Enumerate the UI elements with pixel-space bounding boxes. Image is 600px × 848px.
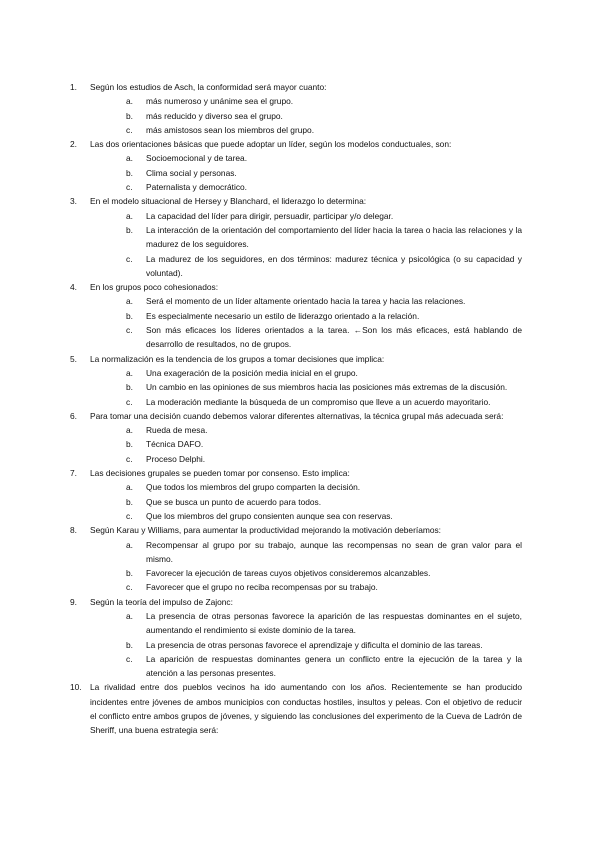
answer-option: [90, 566, 522, 580]
answer-option: [90, 209, 522, 223]
answer-option: [90, 609, 522, 638]
option-letter: b.: [126, 382, 133, 393]
option-letter: c.: [126, 182, 133, 193]
option-letter: c.: [126, 510, 133, 521]
question-number: 4.: [70, 282, 77, 293]
answer-option: [90, 166, 522, 180]
question-list: [70, 80, 522, 738]
question-item: [70, 194, 522, 280]
option-letter: b.: [126, 167, 133, 178]
option-text: Favorecer que el grupo no reciba recompensas por su trabajo.: [146, 582, 378, 593]
answer-option: [90, 151, 522, 165]
option-letter: b.: [126, 568, 133, 579]
option-text: Recompensar al grupo por su trabajo, aunque las recompensas no sean de gran valor para el mismo.: [146, 539, 522, 564]
option-letter: a.: [126, 367, 133, 378]
question-text: Las decisiones grupales se pueden tomar por consenso. Esto implica:: [90, 468, 350, 479]
question-item: [70, 80, 522, 137]
answer-option: [90, 495, 522, 509]
option-letter: a.: [126, 539, 133, 550]
answer-option: [90, 123, 522, 137]
answer-option: [90, 395, 522, 409]
option-letter: b.: [126, 496, 133, 507]
question-item: [70, 409, 522, 466]
option-letter: a.: [126, 482, 133, 493]
question-text: Según los estudios de Asch, la conformidad será mayor cuanto:: [90, 82, 327, 92]
answer-option: [90, 452, 522, 466]
question-number: 6.: [70, 410, 77, 421]
question-text: Las dos orientaciones básicas que puede adoptar un líder, según los modelos conductuales, son:: [90, 139, 452, 150]
option-letter: c.: [126, 653, 133, 664]
option-text: Clima social y personas.: [146, 167, 237, 178]
answer-option: [90, 294, 522, 308]
option-text: más amistosos sean los miembros del grupo.: [146, 124, 315, 135]
option-text: Paternalista y democrático.: [146, 182, 248, 193]
question-item: [70, 137, 522, 194]
question-text: Según la teoría del impulso de Zajonc:: [90, 596, 233, 607]
answer-option: [90, 180, 522, 194]
question-number: 8.: [70, 525, 77, 536]
option-letter: b.: [126, 224, 133, 235]
option-letter: a.: [126, 610, 133, 621]
answer-option: [90, 423, 522, 437]
option-text: La interacción de la orientación del comportamiento del líder hacia la tarea o hacia las relaciones y la madurez de los seguidores.: [146, 224, 522, 250]
question-text: En el modelo situacional de Hersey y Blanchard, el liderazgo lo determina:: [90, 196, 367, 207]
option-list: [90, 538, 522, 595]
option-text: Socioemocional y de tarea.: [146, 153, 248, 164]
option-list: [90, 609, 522, 680]
question-number: 9.: [70, 596, 77, 607]
option-letter: a.: [126, 296, 133, 307]
option-letter: a.: [126, 96, 133, 107]
option-text: La presencia de otras personas favorece la aparición de las respuestas dominantes en el sujeto, aumentando el rendimiento si existe dominio de la tarea.: [146, 610, 522, 636]
question-text: La normalización es la tendencia de los grupos a tomar decisiones que implica:: [90, 353, 385, 364]
option-letter: a.: [126, 425, 133, 436]
option-text: más reducido y diverso sea el grupo.: [146, 110, 283, 121]
option-letter: b.: [126, 439, 133, 450]
option-letter: b.: [126, 110, 133, 121]
answer-option: [90, 94, 522, 108]
answer-option: [90, 366, 522, 380]
option-text: Un cambio en las opiniones de sus miembros hacia las posiciones más extremas de la discusión.: [146, 382, 508, 393]
option-text: Es especialmente necesario un estilo de liderazgo orientado a la relación.: [146, 310, 420, 321]
question-item: [70, 466, 522, 523]
option-letter: c.: [126, 453, 133, 464]
answer-option: [90, 509, 522, 523]
option-list: [90, 423, 522, 466]
option-text: Una exageración de la posición media inicial en el grupo.: [146, 367, 358, 378]
answer-option: [90, 538, 522, 567]
answer-option: [90, 437, 522, 451]
question-number: 7.: [70, 468, 77, 479]
option-letter: c.: [126, 325, 133, 336]
question-text: La rivalidad entre dos pueblos vecinos ha ido aumentando con los años. Recientemente se han producido incidentes entre jóvenes de ambos municipios con conductas hostiles, insultos y peleas. Con el objetivo de reducir el conflicto entre ambos grupos de jóvenes, y siguiendo las conclusiones del experimento de la Cueva de Ladrón de Sheriff, una buena estrategia será:: [90, 682, 522, 736]
answer-option: [90, 580, 522, 594]
option-text: Que todos los miembros del grupo comparten la decisión.: [146, 482, 361, 493]
option-text: Será el momento de un líder altamente orientado hacia la tarea y hacia las relaciones.: [146, 296, 466, 307]
answer-option: [90, 109, 522, 123]
question-item: [70, 595, 522, 681]
option-letter: c.: [126, 253, 133, 264]
question-item: [70, 352, 522, 409]
question-text: Para tomar una decisión cuando debemos valorar diferentes alternativas, la técnica grupal más adecuada será:: [90, 410, 504, 421]
option-text: Técnica DAFO.: [146, 439, 204, 450]
option-list: [90, 480, 522, 523]
question-number: 10.: [70, 682, 82, 693]
option-text: Que los miembros del grupo consienten aunque sea con reservas.: [146, 510, 393, 521]
answer-option: [90, 323, 522, 352]
question-number: 5.: [70, 353, 77, 364]
option-letter: b.: [126, 639, 133, 650]
question-number: 3.: [70, 196, 77, 207]
question-item: [70, 523, 522, 594]
option-text: Proceso Delphi.: [146, 453, 206, 464]
answer-option: [90, 309, 522, 323]
option-letter: a.: [126, 153, 133, 164]
option-letter: c.: [126, 124, 133, 135]
option-text: La madurez de los seguidores, en dos términos: madurez técnica y psicológica (o su capacidad y voluntad).: [146, 253, 522, 278]
answer-option: [90, 223, 522, 252]
option-text: más numeroso y unánime sea el grupo.: [146, 96, 294, 107]
option-list: [90, 209, 522, 280]
option-letter: c.: [126, 582, 133, 593]
option-text: La presencia de otras personas favorece el aprendizaje y dificulta el dominio de las tareas.: [146, 639, 483, 650]
option-letter: a.: [126, 210, 133, 221]
answer-option: [90, 638, 522, 652]
option-text: Que se busca un punto de acuerdo para todos.: [146, 496, 322, 507]
question-number: 1.: [70, 82, 77, 92]
option-letter: b.: [126, 310, 133, 321]
option-text: La capacidad del líder para dirigir, persuadir, participar y/o delegar.: [146, 210, 394, 221]
question-item: [70, 280, 522, 351]
answer-option: [90, 380, 522, 394]
option-text: Rueda de mesa.: [146, 425, 208, 436]
option-list: [90, 294, 522, 351]
option-list: [90, 94, 522, 137]
option-list: [90, 366, 522, 409]
answer-option: [90, 252, 522, 281]
question-item: [70, 680, 522, 737]
option-letter: c.: [126, 396, 133, 407]
question-text: Según Karau y Williams, para aumentar la productividad mejorando la motivación deberíamos:: [90, 525, 441, 536]
question-text: En los grupos poco cohesionados:: [90, 282, 219, 293]
option-text: La moderación mediante la búsqueda de un compromiso que lleve a un acuerdo mayoritario.: [146, 396, 491, 407]
option-text: Son más eficaces los líderes orientados a la tarea. ←Son los más eficaces, está hablando de desarrollo de resultados, no de grupos.: [146, 325, 522, 350]
option-text: La aparición de respuestas dominantes genera un conflicto entre la ejecución de la tarea y la atención a las personas presentes.: [146, 653, 522, 679]
question-number: 2.: [70, 139, 77, 150]
answer-option: [90, 652, 522, 681]
option-list: [90, 151, 522, 194]
answer-option: [90, 480, 522, 494]
option-text: Favorecer la ejecución de tareas cuyos objetivos consideremos alcanzables.: [146, 568, 431, 579]
